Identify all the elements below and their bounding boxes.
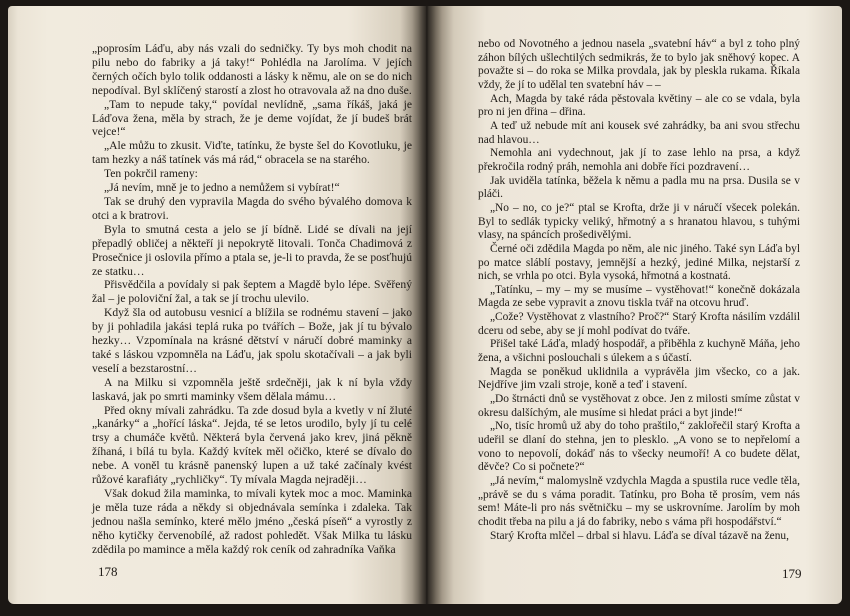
paragraph: „No – no, co je?“ ptal se Krofta, drže ji v náručí všecek polekán. Byl to sedlák typicky veliký, hřmotný a s hranatou hlavou, s tuhými vlasy, na spáncích prošedivělými. [478, 201, 800, 242]
paragraph: Ten pokrčil rameny: [104, 167, 198, 181]
paragraph: „Já nevím,“ malomyslně vzdychla Magda a spustila ruce vedle těla, „právě se du s váma poradit. Tatínku, pro Boha tě prosím, vem nás sem! Máte-li pro nás světničku – my se uskrovníme. Jarolím by moh chodit třeba na pilu a já do fabriky, nebo s váma při hospodářství.“ [478, 475, 800, 528]
paragraph: „Do štrnácti dnů se vystěhovat z obce. Jen z milosti smíme zůstat v okresu dalšíchým, ale musíme si hledat práci a byt jinde!“ [478, 393, 800, 419]
paragraph: „Já nevím, mně je to jedno a nemůžem si vybírat!“ [104, 181, 340, 195]
paragraph: Nemohla ani vydechnout, jak jí to zase lehlo na prsa, a když překročila rodný práh, nemohla ani dobře říci pozdravení… [478, 147, 800, 173]
left-page-text [92, 42, 412, 557]
paragraph: Přisvědčila a povídaly si pak šeptem a Magdě bylo lépe. Svěřený žal – je poloviční žal, a tak se jí trochu ulevilo. [92, 278, 412, 306]
paragraph: nebo od Novotného a jednou nasela „svatební háv“ a byl z toho plný záhon bílých ušlechtilých sedmikrás, že to bylo jak sněhový kopec. A považte si – do roka se Milka provdala, jak by pleskla rukama. Říkala vždy, že jí to udělal ten svatební háv – – [478, 38, 800, 91]
open-book [8, 6, 842, 604]
paragraph: Magda se poněkud uklidnila a vyprávěla jim všecko, co a jak. Nejdříve jim vzali stroje, koně a teď i stavení. [478, 365, 800, 392]
paragraph: Jak uviděla tatínka, běžela k němu a padla mu na prsa. Dusila se v pláči. [478, 174, 800, 201]
paragraph: Však dokud žila maminka, to mívali kytek moc a moc. Maminka je měla tuze ráda a někdy si objednávala semínka i zdaleka. Tak jednou našla semínko, které mělo jméno „česká píseň“ a vyrostly z něho kytičky červenobílé, až radost pohledět. Však Milka tu lásku zdědila po mamince a měla každý rok ceník od zahradníka Vaňka [92, 487, 412, 556]
paragraph: Když šla od autobusu vesnicí a blížila se rodnému stavení – jako by ji pohladila jakási teplá ruka po tvářích – Bože, jak jí tu bývalo hezky… Vzpomínala na krásné dětství v náručí dobré maminky a také s láskou vzpomněla na Láďu, jak spolu skotačívali – a jak byli veselí a bezstarostní… [92, 306, 412, 375]
left-page [8, 6, 426, 604]
paragraph: A na Milku si vzpomněla ještě srdečněji, jak k ní byla vždy laskavá, jak po smrti maminky všem dělala mámu… [92, 375, 412, 403]
paragraph: „poprosím Láďu, aby nás vzali do sedničky. Ty bys moh chodit na pilu nebo do fabriky a já taky!“ Pohlédla na Jarolíma. V jejích černých očích bylo tolik oddanosti a lásky k němu, ale on se do nich nepodíval. Byl sklíčený starostí a zlost ho otravovala až na dno duše. [92, 42, 412, 97]
paragraph: „Tatínku, – my – my se musíme – vystěhovat!“ konečně dokázala Magda ze sebe vypravit a znovu tiskla tvář na otcovu hruď. [478, 283, 800, 310]
paragraph: Starý Krofta mlčel – drbal si hlavu. Láďa se díval tázavě na ženu, [490, 529, 789, 542]
paragraph: Před okny mívali zahrádku. Ta zde dosud byla a kvetly v ní žluté „kanárky“ a „hořící láska“. Jejda, té se letos urodilo, byly jí tu celé trsy a chumáče květů. Některá byla červená jako krev, jiná pěkně žíhaná, i bílá tu byla. Každý kvítek měl očičko, které se dívalo do nebe. A voněl tu krásně panenský lupen a už také začínaly kvést růžové karafiáty „rychličky“. Ty mívala Magda nejraději… [92, 403, 412, 487]
right-page [426, 6, 842, 604]
paragraph: Ach, Magda by také ráda pěstovala květiny – ale co se vdala, byla pro ni jen dřina – dřina. [478, 92, 800, 119]
paragraph: Tak se druhý den vypravila Magda do svého bývalého domova k otci a k bratrovi. [92, 194, 412, 222]
paragraph: „No, tisíc hromů už aby do toho praštilo,“ zaklořečil starý Krofta a udeřil se dlaní do stehna, jen to plesklo. „A vono se to nepřelomí a vono to nepovolí, dokáď nás to všecky neumoří! A co budete dělat, děvče? Co si počnete?“ [478, 420, 800, 474]
paragraph: Černé oči zdědila Magda po něm, ale nic jiného. Také syn Láďa byl po matce sláblí postavy, jemnější a hezký, jediné Milka, nejstarší z nich, se vrhla po otci. Byla vysoká, hřmotná a kostnatá. [478, 242, 800, 283]
paragraph: „Ale můžu to zkusit. Viďte, tatínku, že byste šel do Kovotluku, je tam hezky a náš tatínek vás má rád,“ obracela se na starého. [92, 139, 412, 167]
right-page-number: 179 [782, 566, 802, 581]
paragraph: A teď už nebude mít ani kousek své zahrádky, ba ani svou střechu nad hlavou… [478, 119, 800, 146]
paragraph: „Tam to nepude taky,“ povídal nevlídně, „sama říkáš, jaká je Láďova žena, měla by strach, že je deme vojídat, že jí budeš brát vejce!“ [92, 97, 412, 139]
right-page-text [478, 38, 800, 543]
paragraph: Byla to smutná cesta a jelo se jí bídně. Lidé se dívali na její přepadlý obličej a někteří ji nepokrytě litovali. Tonča Chadimová z Prosečnice ji oslovila přímo a ptala se, je-li to pravda, že se posťhujú ze statku… [92, 222, 412, 278]
left-page-number: 178 [98, 564, 118, 579]
paragraph: „Cože? Vystěhovat z vlastního? Proč?“ Starý Krofta násilím vzdálil dceru od sebe, aby se jí mohl podívat do tváře. [478, 311, 800, 337]
paragraph: Přišel také Láďa, mladý hospodář, a přiběhla z kuchyně Máňa, jeho žena, a všichni poslouchali s úlekem a s účastí. [478, 338, 800, 365]
